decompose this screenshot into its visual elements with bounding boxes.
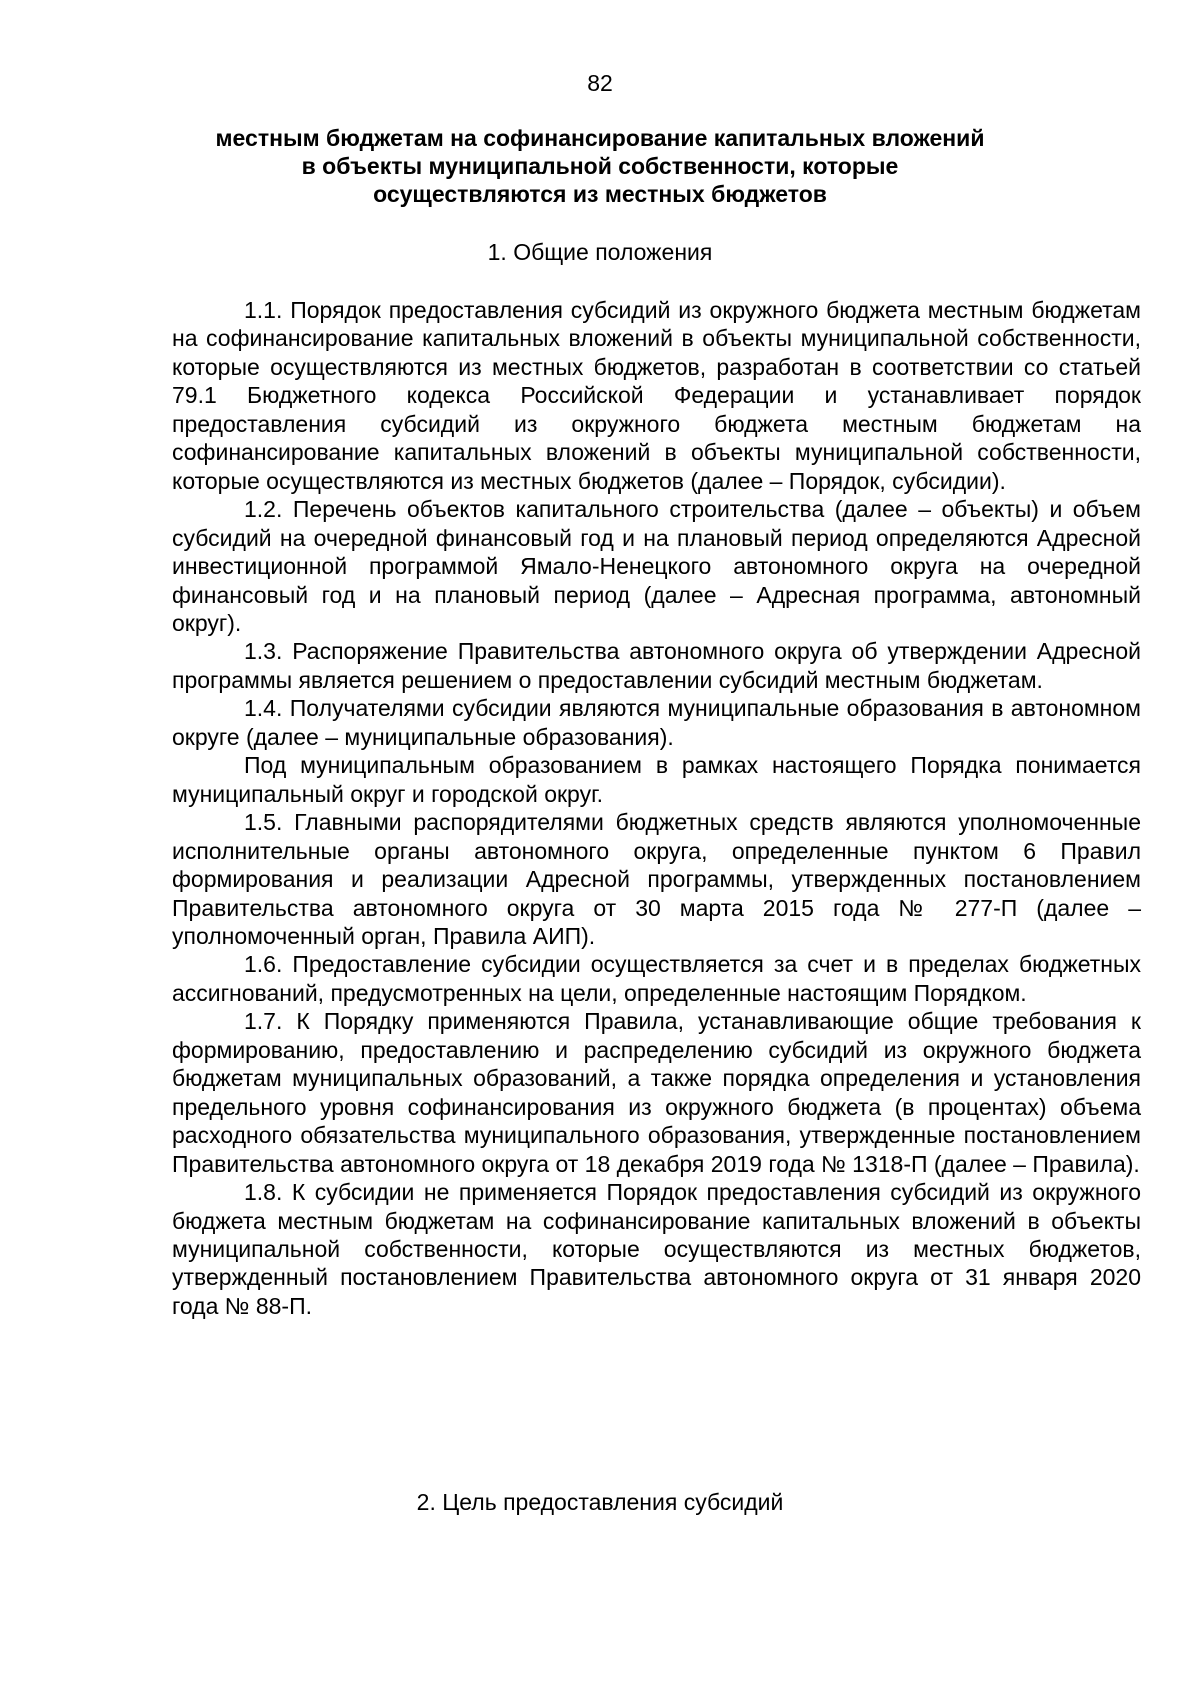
- document-title: [160, 124, 1040, 208]
- section-body-general-provisions: [172, 296, 1141, 1320]
- paragraph-1-8: 1.8. К субсидии не применяется Порядок предоставления субсидий из окружного бюджета местным бюджетам на софинансирование капитальных вложений в объекты муниципальной собственности, которые осуществляются из местных бюджетов, утвержденный постановлением Правительства автономного округа от 31 января 2020 года № 88-П.: [172, 1179, 1141, 1319]
- paragraph-1-4: 1.4. Получателями субсидии являются муниципальные образования в автономном округе (далее – муниципальные образования).: [172, 695, 1141, 750]
- paragraph-1-7: 1.7. К Порядку применяются Правила, устанавливающие общие требования к формированию, предоставлению и распределению субсидий из окружного бюджета бюджетам муниципальных образований, а также порядка определения и установления предельного уровня софинансирования из окружного бюджета (в процентах) объема расходного обязательства муниципального образования, утвержденные постановлением Правительства автономного округа от 18 декабря 2019 года № 1318-П (далее – Правила).: [172, 1008, 1141, 1177]
- document-title-line: местным бюджетам на софинансирование капитальных вложений: [215, 125, 985, 151]
- section-heading-general-provisions: 1. Общие положения: [487, 239, 713, 265]
- paragraph-1-4-note: Под муниципальным образованием в рамках настоящего Порядка понимается муниципальный округ и городской округ.: [172, 752, 1141, 807]
- section-heading-purpose: 2. Цель предоставления субсидий: [416, 1489, 784, 1515]
- page-number: 82: [587, 70, 613, 96]
- paragraph-1-5: 1.5. Главными распорядителями бюджетных средств являются уполномоченные исполнительные органы автономного округа, определенные пунктом 6 Правил формирования и реализации Адресной программы, утвержденных постановлением Правительства автономного округа от 30 марта 2015 года № 277-П (далее – уполномоченный орган, Правила АИП).: [172, 809, 1141, 949]
- paragraph-1-1: 1.1. Порядок предоставления субсидий из окружного бюджета местным бюджетам на софинансирование капитальных вложений в объекты муниципальной собственности, которые осуществляются из местных бюджетов, разработан в соответствии со статьей 79.1 Бюджетного кодекса Российской Федерации и устанавливает порядок предоставления субсидий из окружного бюджета местным бюджетам на софинансирование капитальных вложений в объекты муниципальной собственности, которые осуществляются из местных бюджетов (далее – Порядок, субсидии).: [172, 297, 1141, 494]
- paragraph-1-3: 1.3. Распоряжение Правительства автономного округа об утверждении Адресной программы является решением о предоставлении субсидий местным бюджетам.: [172, 638, 1141, 693]
- paragraph-1-2: 1.2. Перечень объектов капитального строительства (далее – объекты) и объем субсидий на очередной финансовый год и на плановый период определяются Адресной инвестиционной программой Ямало-Ненецкого автономного округа на очередной финансовый год и на плановый период (далее – Адресная программа, автономный округ).: [172, 496, 1141, 636]
- document-title-line: осуществляются из местных бюджетов: [373, 181, 827, 207]
- paragraph-1-6: 1.6. Предоставление субсидии осуществляется за счет и в пределах бюджетных ассигнований, предусмотренных на цели, определенные настоящим Порядком.: [172, 951, 1141, 1006]
- document-title-line: в объекты муниципальной собственности, которые: [301, 153, 899, 179]
